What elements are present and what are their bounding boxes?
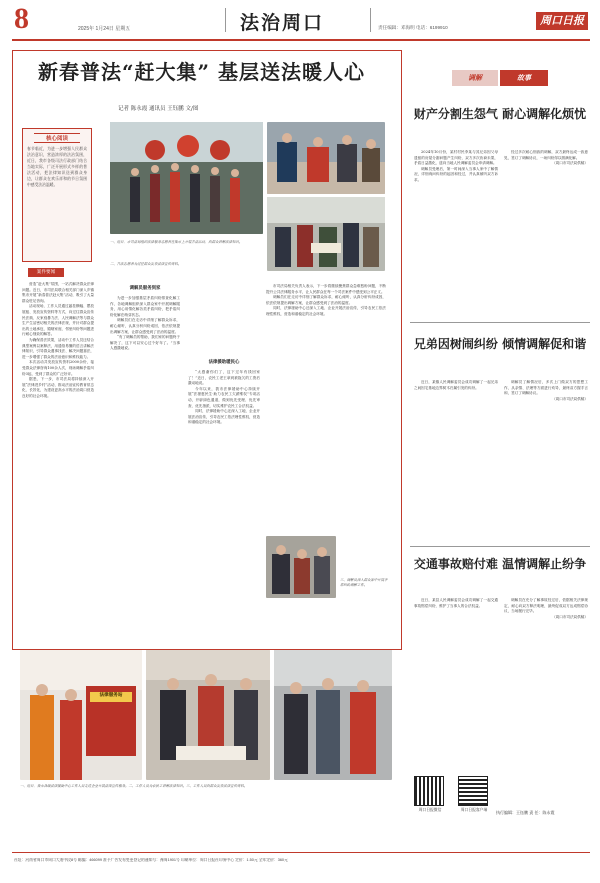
- story3-col1: [414, 598, 498, 748]
- section-title: 法治周口: [240, 12, 325, 34]
- paragraph: 据悉，下一步，市司法局将持续深入开展“法律进乡村”活动，推动法治宣传教育常态化、长效化，为建设更高水平的法治周口营造良好的社会环境。: [22, 377, 94, 398]
- subhead-legal-aid: 法律援助暖民心: [208, 360, 240, 365]
- header-rule: [12, 39, 590, 41]
- story-divider-2: [410, 546, 590, 547]
- story3-title-text: 交通事故赔付难 温情调解止纷争: [413, 557, 587, 571]
- title-divider-right: [370, 8, 371, 32]
- story3-col2: [504, 598, 588, 748]
- paragraph: 活动现场，工作人员通过悬挂横幅、摆放展板、发放宣传资料等方式，向过往群众宣传民法典、反家庭暴力法、人民调解法等与群众生产生活密切相关的法律法规，并针对群众提出的土地承包、婚姻家庭、邻里纠纷等问题进行耐心细致的解答。: [22, 304, 94, 337]
- paragraph: 近日，某县人民调解委员会成功调解了一起交通事故赔偿纠纷，维护了当事人的合法权益。: [414, 598, 498, 608]
- story2-col2: [504, 380, 588, 536]
- headline-text: 新春普法“赶大集” 基层送法暖人心: [38, 60, 365, 84]
- story-divider-1: [410, 322, 590, 323]
- sidebar-tag-left: 调解: [452, 70, 498, 86]
- photo-legal-station-image: [20, 650, 142, 780]
- story1-col2: [504, 150, 588, 312]
- paragraph: 同时，法律援助中心还深入工地、企业开展法治宣传，引导农民工依法理性维权，营造和谐稳定的社会环境。: [266, 306, 386, 316]
- page-number: 8: [14, 2, 29, 35]
- story2-col1: [414, 380, 498, 536]
- paragraph: 为确保普法效果，活动中工作人员还结合典型案例以案释法，用通俗易懂的语言讲解法律知识，引导群众遇事找法、解决问题靠法，进一步增强了群众的法治意识和维权能力。: [22, 337, 94, 359]
- paragraph: 今年以来，我市法律援助中心持续开展“法援惠民生·助力农民工欠薪维权”专项活动，开辟绿色通道，做到优先受理、优先审查、优先指派，切实维护农民工合法权益。: [188, 386, 260, 408]
- photo-workers-image: [274, 650, 392, 780]
- paragraph: 调解员们在走访中详细了解群众诉求，耐心倾听，认真分析纠纷成因，依法依规提出调解方案，让群众感受到了法治的温度。: [110, 318, 180, 334]
- source: （周口市司法局供稿）: [552, 396, 588, 401]
- article-col2: [110, 278, 180, 640]
- byline: 记者 陈永霞 通讯员 王钰鹏 文/图: [118, 106, 199, 112]
- paragraph: 调解员受理后，第一时间深入当事人家中了解情况，详细询问纠纷的起因和经过，并认真倾听双方诉求。: [414, 166, 498, 182]
- article-col4: [266, 284, 386, 536]
- logo-text: 周口日报: [540, 14, 584, 27]
- paragraph: 经过多次耐心细致的调解，双方最终达成一致意见，签订了调解协议，一场纠纷得以圆满化解。: [504, 150, 588, 160]
- article-col1: [22, 282, 94, 640]
- paragraph: 近日，某镇人民调解委员会成功调解了一起兄弟之间因宅基地边界树木归属引发的纠纷。: [414, 380, 498, 390]
- story3-title: [410, 556, 590, 572]
- editor-line: 责任编辑：邓海明 电话：6199910: [378, 25, 448, 30]
- photo-home-mediation: [266, 536, 336, 598]
- paragraph: 同时，法律援助中心还深入工地、企业开展法治宣传，引导农民工依法理性维权，营造和谐稳定的社会环境。: [188, 409, 260, 425]
- photo-caption-2: 二、普法志愿者为过往群众发放法律宣传资料。: [110, 262, 182, 266]
- qr-code-2[interactable]: [458, 776, 488, 806]
- story2-title: [410, 336, 590, 352]
- credit-line: 执行编辑：王钰鹏 责 任：陈永霞: [496, 810, 555, 815]
- photo-consulting-desk-image: [146, 650, 270, 780]
- title-divider-left: [225, 8, 226, 32]
- photo-outdoor-crowd-image: [267, 197, 385, 271]
- photo-lantern-group-image: [110, 122, 263, 234]
- qr-label-1: 周口日报微信: [418, 807, 442, 812]
- section-tag: [28, 268, 64, 277]
- paragraph: 调解员在充分了解事故经过后，依据相关法律规定，耐心向双方释法明理，最终促成双方达成赔偿协议，当场履行完毕。: [504, 598, 588, 614]
- photo-consulting-desk: [146, 650, 270, 780]
- core-reading-box: [22, 128, 92, 262]
- qr-label-2: 周口日报客户端: [460, 807, 488, 812]
- page-header: [0, 0, 600, 40]
- core-reading-text: 春节临近，为进一步增强人民群众法治意识，营造浓厚的法治氛围，近日，我市各级司法行政部门结合当地实际，广泛开展形式多样的普法活动，把法律知识送到群众身边，让群众在欢乐祥和的节日氛围中感受法治温暖。: [27, 146, 87, 187]
- paragraph: 调解员了解情况后，多次上门做双方的思想工作，从亲情、法理等方面进行劝导，最终双方握手言和，签订了调解协议。: [504, 380, 588, 396]
- qr-code-1[interactable]: [414, 776, 444, 806]
- section-tag-text: 案件要闻: [36, 270, 56, 275]
- paragraph: 为进一步加强基层矛盾纠纷排查化解工作，各地调解组织深入群众家中开展调解服务，用心用情化解各类矛盾纠纷，把矛盾纠纷化解在萌芽状态。: [110, 296, 180, 317]
- photo-workers: [274, 650, 392, 780]
- story1-title-text: 财产分割生怨气 耐心调解化烦忧: [413, 107, 587, 121]
- sidebar-tag-right: 故事: [500, 70, 548, 86]
- source: （周口市司法局供稿）: [552, 614, 588, 619]
- story1-col1: [414, 150, 498, 312]
- bottom-photo-caption: 一、近日，我市各级法律援助中心工作人员走进企业开展法律宣传服务。二、工作人员为农民工讲解法律知识。三、工作人员向群众发放法律宣传资料。: [20, 784, 248, 788]
- paragraph: “太感谢你们了，这下过年有钱回家了！”近日，农民工老王拿到被拖欠的工资后激动地说。: [188, 370, 260, 386]
- paragraph: 营造“赶大集”氛围，一站式解决群众法律问题。近日，市司法局联合相关部门深入乡镇集市开展“新春普法赶大集”活动，吸引了大量群众驻足咨询。: [22, 282, 94, 303]
- paragraph: 调解员们在走访中详细了解群众诉求，耐心倾听，认真分析纠纷成因，依法依规提出调解方案，让群众感受到了法治的温度。: [266, 295, 386, 305]
- photo-legal-station: [20, 650, 142, 780]
- story1-title: [410, 106, 590, 122]
- col2-text: [110, 296, 180, 596]
- photo-caption-1: 一、近日，市司法局组织法律服务志愿者在集市上开展普法活动，向群众讲解法律知识。: [110, 240, 243, 244]
- photo-lantern-group: [110, 122, 263, 234]
- headline: [38, 60, 388, 84]
- source: （周口市司法局供稿）: [552, 161, 588, 166]
- photo-outdoor-crowd: [267, 197, 385, 271]
- photo-home-mediation-image: [266, 536, 336, 598]
- article-col3: [188, 278, 260, 640]
- photo-caption-3: 三、调解员深入群众家中开展矛盾纠纷调解工作。: [340, 578, 388, 587]
- subhead-mediation: 调解员服务到家: [129, 286, 161, 291]
- photo-consultation-image: [267, 122, 385, 194]
- station-banner: 法律服务站: [99, 693, 123, 698]
- photo-consultation: [267, 122, 385, 194]
- sidebar-tag: [452, 70, 548, 86]
- col3-text: [188, 370, 260, 630]
- date-line: 2025年 1月24日 星期五: [78, 26, 131, 32]
- core-reading-label: 核心阅读: [34, 133, 80, 143]
- paragraph: 2024年10月份，某村村民李某与其兄弟因父母遗留的房屋分割问题产生纠纷，双方多次协商未果，矛盾日益激化，遂向当地人民调解委员会申请调解。: [414, 150, 498, 166]
- footer-line: 社址：河南省周口市周口大道中段8号 邮编：466099 准予广告发布变更登记的通知号：豫周1901号 印刷单位：周口日报社印务中心 定价：1.50元 全年定价：360元: [14, 858, 288, 862]
- qr-block: [410, 776, 590, 826]
- story2-title-text: 兄弟因树闹纠纷 倾情调解促和谐: [413, 337, 587, 351]
- paragraph: 市司法局相关负责人表示，下一步将继续聚焦群众急难愁盼问题，不断提升公共法律服务水平，让人民群众在每一个司法案件中感受到公平正义。: [266, 284, 386, 294]
- paragraph: “有了调解员的帮助，我们家的问题终于解决了，这下可以安心过个好年了。”当事人感激地说。: [110, 335, 180, 351]
- paragraph: 本次活动共发放宣传资料2000余份，接受群众法律咨询100余人次，现场调解矛盾纠纷3起，受到了群众的广泛好评。: [22, 360, 94, 376]
- newspaper-logo: [536, 12, 588, 30]
- footer-rule: [12, 852, 590, 853]
